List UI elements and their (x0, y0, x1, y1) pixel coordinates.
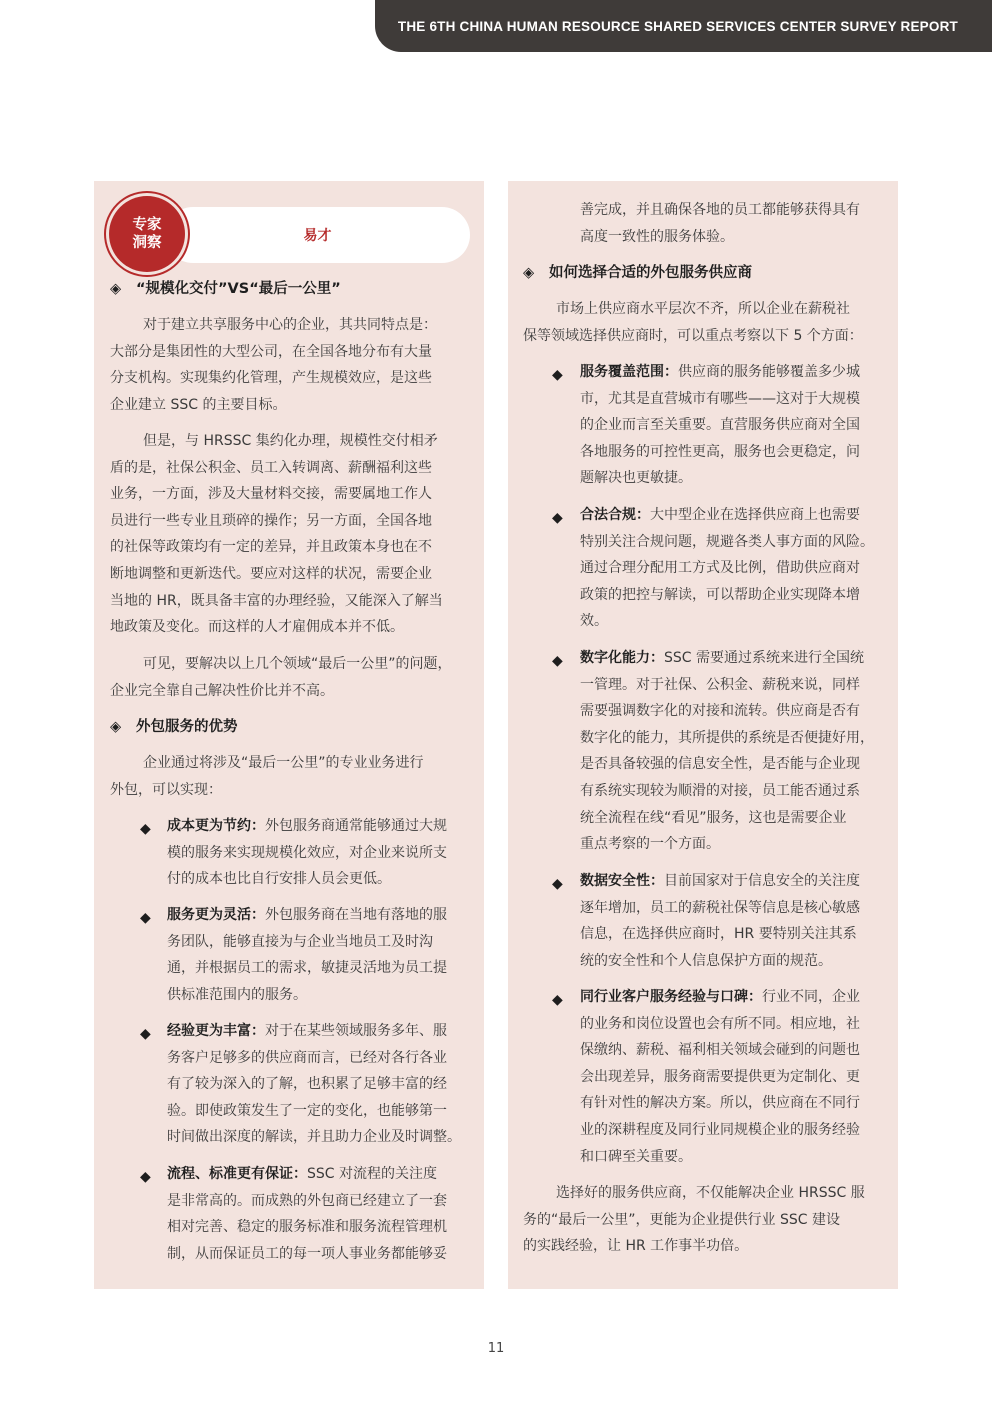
diamond-icon: ◈ (110, 281, 122, 297)
text-line: 是否具备较强的信息安全性，是否能与企业现 (580, 756, 860, 773)
text-line: 通，并根据员工的需求，敏捷灵活地为员工提 (167, 960, 447, 977)
bullet-icon: ◆ (552, 653, 563, 669)
text-line: SSC 需要通过系统来进行全国统 (664, 650, 864, 666)
item-title: 成本更为节约： (167, 818, 265, 834)
text-line: 目前国家对于信息安全的关注度 (664, 873, 860, 889)
text-line: 信息，在选择供应商时，HR 要特别关注其系 (580, 926, 857, 943)
list-item (580, 984, 885, 1170)
paragraph (523, 1180, 888, 1260)
text-line: 地政策及变化。而这样的人才雇佣成本并不低。 (110, 619, 404, 636)
header-bar (375, 0, 992, 52)
text-line: 通过合理分配用工方式及比例，借助供应商对 (580, 560, 860, 577)
text-line: 务的“最后一公里”，更能为企业提供行业 SSC 建设 (523, 1211, 840, 1228)
text-line: 企业完全靠自己解决性价比并不高。 (110, 682, 334, 699)
text-line: 的业务和岗位设置也会有所不同。相应地，社 (580, 1015, 860, 1032)
badge-line-2: 洞察 (132, 235, 162, 251)
paragraph (523, 296, 888, 349)
text-line: 统全流程在线“看见”服务，这也是需要企业 (580, 809, 847, 826)
expert-name: 易才 (303, 228, 332, 244)
text-line: 相对完善、稳定的服务标准和服务流程管理机 (167, 1219, 447, 1236)
text-line: 数字化的能力，其所提供的系统是否便捷好用， (580, 729, 874, 746)
text-line: 外包，可以实现： (110, 781, 222, 798)
list-item (167, 1161, 472, 1267)
text-line: 政策的把控与解读，可以帮助企业实现降本增 (580, 586, 860, 603)
text-line: 时间做出深度的解读，并且助力企业及时调整。 (167, 1129, 461, 1146)
text-line: 是非常高的。而成熟的外包商已经建立了一套 (167, 1192, 447, 1209)
text-line: 会出现差异，服务商需要提供更为定制化、更 (580, 1068, 860, 1085)
text-line: 特别关注合规问题，规避各类人事方面的风险。 (580, 533, 874, 550)
item-title: 数字化能力： (580, 650, 664, 666)
text-line: 大中型企业在选择供应商上也需要 (650, 507, 860, 523)
list-item (580, 645, 885, 858)
text-line: 对于在某些领域服务多年、服 (265, 1023, 447, 1039)
text-line: 付的成本也比自行安排人员会更低。 (167, 871, 391, 888)
text-line: 断地调整和更新迭代。要应对这样的状况，需要企业 (110, 565, 432, 582)
item-title: 经验更为丰富： (167, 1023, 265, 1039)
paragraph (110, 428, 470, 641)
text-line: 市场上供应商水平层次不齐，所以企业在薪税社 (556, 301, 850, 317)
text-line: 善完成，并且确保各地的员工都能够获得具有 (580, 202, 860, 218)
heading-scale-vs-last-mile (110, 279, 341, 299)
text-line: 高度一致性的服务体验。 (580, 228, 734, 245)
text-line: 对于建立共享服务中心的企业，其共同特点是： (143, 317, 437, 333)
text-line: 务客户足够多的供应商而言，已经对各行各业 (167, 1049, 447, 1066)
item-title: 同行业客户服务经验与口碑： (580, 989, 762, 1005)
list-item (167, 902, 472, 1008)
diamond-icon: ◈ (110, 719, 122, 735)
bullet-icon: ◆ (140, 821, 151, 837)
text-line: 保缴纳、薪税、福利相关领域会碰到的问题也 (580, 1042, 860, 1059)
list-item (580, 502, 885, 635)
text-line: 模的服务来实现规模化效应，对企业来说所支 (167, 844, 447, 861)
text-line: 务团队，能够直接为与企业当地员工及时沟 (167, 933, 433, 950)
text-line: 统的安全性和个人信息保护方面的规范。 (580, 952, 832, 969)
text-line: 一管理。对于社保、公积金、薪税来说，同样 (580, 676, 860, 693)
bullet-icon: ◆ (552, 876, 563, 892)
text-line: 有系统实现较为顺滑的对接，员工能否通过系 (580, 782, 860, 799)
text-line: 逐年增加，员工的薪税社保等信息是核心敏感 (580, 899, 860, 916)
text-line: 企业建立 SSC 的主要目标。 (110, 396, 287, 413)
text-line: 验。即使政策发生了一定的变化，也能够第一 (167, 1102, 447, 1119)
expert-insight-badge (109, 196, 185, 272)
bullet-icon: ◆ (140, 910, 151, 926)
badge-line-1: 专家 (132, 217, 162, 233)
text-line: 业的深耕程度及同行业同规模企业的服务经验 (580, 1121, 860, 1138)
text-line: 当地的 HR，既具备丰富的办理经验，又能深入了解当 (110, 592, 443, 609)
text-line: 企业通过将涉及“最后一公里”的专业业务进行 (143, 755, 424, 771)
item-title: 合法合规： (580, 507, 650, 523)
paragraph (110, 651, 470, 704)
heading-text: 如何选择合适的外包服务供应商 (549, 265, 752, 281)
text-line: 盾的是，社保公积金、员工入转调离、薪酬福利这些 (110, 459, 432, 476)
item-title: 流程、标准更有保证： (167, 1166, 307, 1182)
list-item-continuation (580, 197, 885, 250)
text-line: 员进行一些专业且琐碎的操作；另一方面，全国各地 (110, 512, 432, 529)
text-line: 的企业而言至关重要。直营服务供应商对全国 (580, 417, 860, 434)
text-line: SSC 对流程的关注度 (307, 1166, 437, 1182)
item-title: 服务更为灵活： (167, 907, 265, 923)
bullet-icon: ◆ (140, 1169, 151, 1185)
paragraph (110, 312, 470, 418)
bullet-icon: ◆ (140, 1026, 151, 1042)
bullet-icon: ◆ (552, 992, 563, 1008)
text-line: 保等领域选择供应商时，可以重点考察以下 5 个方面： (523, 327, 863, 344)
heading-choose-supplier (523, 263, 752, 283)
text-line: 分支机构。实现集约化管理，产生规模效应，是这些 (110, 370, 432, 387)
page-number: 11 (487, 1341, 505, 1356)
paragraph (110, 750, 470, 803)
text-line: 和口碑至关重要。 (580, 1148, 692, 1165)
text-line: 效。 (580, 613, 608, 630)
text-line: 的社保等政策均有一定的差异，并且政策本身也在不 (110, 539, 432, 556)
text-line: 可见，要解决以上几个领域“最后一公里”的问题， (143, 656, 452, 672)
text-line: 但是，与 HRSSC 集约化办理，规模性交付相矛 (143, 433, 438, 449)
text-line: 行业不同，企业 (762, 989, 860, 1005)
text-line: 有了较为深入的了解，也积累了足够丰富的经 (167, 1076, 447, 1093)
text-line: 外包服务商通常能够通过大规 (265, 818, 447, 834)
bullet-icon: ◆ (552, 367, 563, 383)
list-item (167, 1018, 472, 1151)
text-line: 供标准范围内的服务。 (167, 986, 307, 1003)
heading-text: 外包服务的优势 (136, 719, 238, 735)
bullet-icon: ◆ (552, 510, 563, 526)
text-line: 外包服务商在当地有落地的服 (265, 907, 447, 923)
item-title: 服务覆盖范围： (580, 364, 678, 380)
text-line: 选择好的服务供应商，不仅能解决企业 HRSSC 服 (556, 1185, 865, 1201)
list-item (167, 813, 472, 893)
text-line: 大部分是集团性的大型公司，在全国各地分布有大量 (110, 343, 432, 360)
text-line: 题解决也更敏捷。 (580, 470, 692, 487)
text-line: 市，尤其是直营城市有哪些——这对于大规模 (580, 390, 860, 407)
text-line: 供应商的服务能够覆盖多少城 (678, 364, 860, 380)
text-line: 重点考察的一个方面。 (580, 836, 720, 853)
text-line: 制，从而保证员工的每一项人事业务都能够妥 (167, 1245, 447, 1262)
diamond-icon: ◈ (523, 265, 535, 281)
list-item (580, 359, 885, 492)
expert-name-pill (165, 207, 470, 263)
list-item (580, 868, 885, 974)
report-title: THE 6TH CHINA HUMAN RESOURCE SHARED SERVICES CENTER SURVEY REPORT (397, 18, 958, 34)
heading-text: “规模化交付”VS“最后一公里” (136, 281, 341, 297)
text-line: 业务，一方面，涉及大量材料交接，需要属地工作人 (110, 486, 432, 503)
text-line: 的实践经验，让 HR 工作事半功倍。 (523, 1238, 749, 1255)
text-line: 有针对性的解决方案。所以，供应商在不同行 (580, 1095, 860, 1112)
text-line: 需要强调数字化的对接和流转。供应商是否有 (580, 703, 860, 720)
heading-outsourcing-advantages (110, 717, 238, 737)
item-title: 数据安全性： (580, 873, 664, 889)
text-line: 各地服务的可控性更高，服务也会更稳定，问 (580, 443, 860, 460)
